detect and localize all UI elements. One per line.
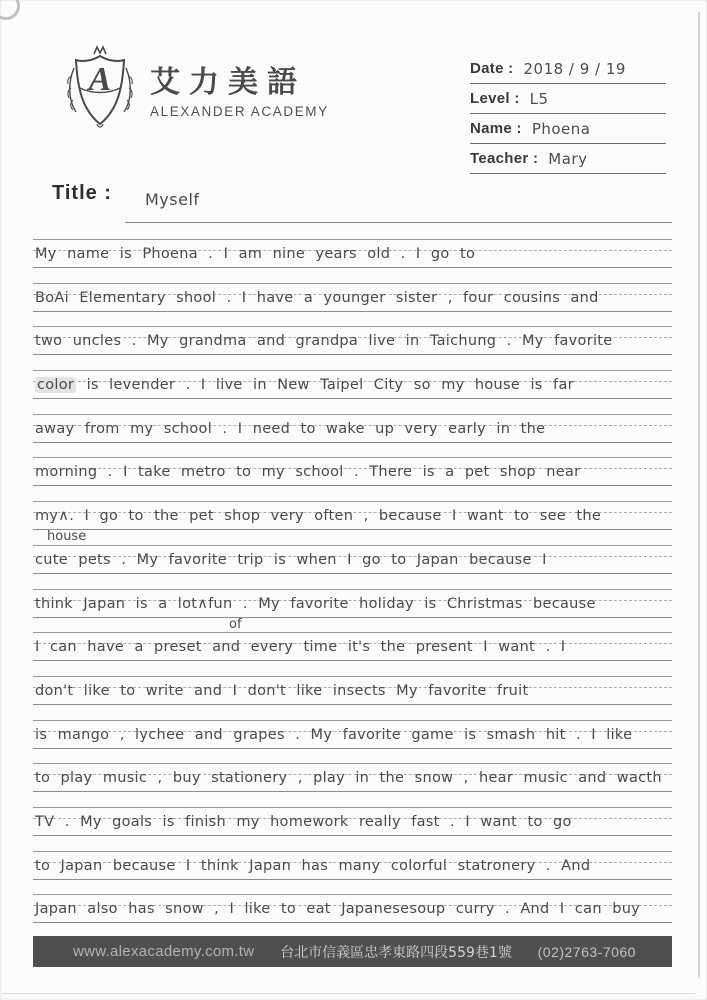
rule-base-line	[33, 442, 672, 443]
inserted-word: house	[47, 529, 87, 545]
essay-line	[33, 676, 672, 720]
handwritten-text: think Japan is a lot∧fun . My favorite holiday is Christmas because	[35, 595, 596, 612]
handwritten-text: two uncles . My grandma and grandpa live in Taichung . My favorite	[35, 333, 613, 350]
handwritten-text: BoAi Elementary shool . I have a younger sister , four cousins and	[35, 289, 599, 306]
essay-line	[33, 851, 672, 895]
title-row	[52, 182, 672, 228]
logo-chinese-name: 艾力美語	[150, 65, 306, 100]
essay-body	[33, 239, 672, 938]
student-info-form	[470, 54, 666, 174]
rule-top-line	[33, 283, 672, 284]
rule-top-line	[33, 894, 672, 895]
field-label: Name :	[470, 120, 522, 137]
title-label: Title :	[52, 182, 112, 204]
rule-top-line	[33, 632, 672, 633]
essay-line	[33, 239, 672, 283]
rule-base-line	[33, 311, 672, 312]
handwritten-text: My name is Phoena . I am nine years old . I go to	[35, 246, 476, 262]
highlighted-word: color	[37, 377, 75, 394]
handwritten-text: Japan also has snow , I like to eat Japanesesoup curry . And I can buy	[35, 901, 641, 918]
handwritten-text: is mango , lychee and grapes . My favorite game is smash hit . I like	[35, 726, 633, 743]
handwritten-text: morning . I take metro to my school . There is a pet shop near	[35, 464, 581, 481]
footer-phone: (02)2763-7060	[537, 943, 636, 960]
field-label: Date :	[470, 60, 514, 77]
handwritten-text: I can have a preset and every time it's the present I want . I	[35, 639, 566, 656]
rule-base-line	[33, 879, 672, 880]
academy-logo	[64, 44, 329, 132]
field-value-handwritten: L5	[529, 89, 549, 108]
rule-top-line	[33, 807, 672, 808]
rule-base-line	[33, 922, 672, 923]
rule-base-line	[33, 485, 672, 486]
rule-base-line	[33, 704, 672, 705]
rule-top-line	[33, 239, 672, 240]
footer-address: 台北市信義區忠孝東路四段559巷1號	[280, 944, 512, 961]
handwritten-text: to play music , buy stationery , play in the snow , hear music and wacth	[35, 770, 662, 787]
paper-bottom-edge	[2, 993, 695, 994]
handwritten-text: my∧. I go to the pet shop very often , because I want to see the	[35, 508, 602, 525]
title-value-handwritten: Myself	[145, 190, 200, 209]
scan-corner-artifact	[0, 0, 20, 20]
rule-base-line	[33, 791, 672, 792]
essay-line	[33, 807, 672, 851]
rule-base-line	[33, 529, 672, 530]
form-field-teacher	[470, 144, 666, 174]
field-value-handwritten: 2018 / 9 / 19	[523, 59, 626, 78]
essay-line	[33, 632, 672, 676]
handwritten-text: TV . My goals is finish my homework really fast . I want to go	[35, 813, 572, 830]
rule-top-line	[33, 370, 672, 371]
essay-line	[33, 501, 672, 545]
rule-top-line	[33, 720, 672, 721]
footer-website: www.alexacademy.com.tw	[73, 943, 255, 960]
essay-line	[33, 370, 672, 414]
rule-base-line	[33, 835, 672, 836]
rule-top-line	[33, 676, 672, 677]
handwritten-text: away from my school . I need to wake up very early in the	[35, 420, 546, 437]
field-label: Teacher :	[470, 150, 539, 167]
rule-base-line	[33, 267, 672, 268]
rule-top-line	[33, 545, 672, 546]
rule-top-line	[33, 851, 672, 852]
essay-line	[33, 457, 672, 501]
rule-base-line	[33, 354, 672, 355]
essay-line	[33, 414, 672, 458]
rule-top-line	[33, 501, 672, 502]
rule-base-line	[33, 660, 672, 661]
essay-line	[33, 894, 672, 938]
crest-shield-icon	[64, 44, 136, 132]
handwritten-text: cute pets . My favorite trip is when I go to Japan because I	[35, 551, 547, 568]
essay-line	[33, 545, 672, 589]
rule-base-line	[33, 573, 672, 574]
essay-line	[33, 283, 672, 327]
handwritten-text: to Japan because I think Japan has many colorful statronery . And	[35, 857, 591, 874]
rule-base-line	[33, 748, 672, 749]
essay-line	[33, 763, 672, 807]
handwritten-text: color is levender . I live in New Taipel City so my house is far	[37, 377, 574, 394]
rule-top-line	[33, 457, 672, 458]
title-underline	[125, 222, 672, 223]
essay-line	[33, 326, 672, 370]
field-value-handwritten: Phoena	[531, 119, 591, 138]
field-label: Level :	[470, 90, 520, 107]
crest-letter: A	[88, 61, 112, 98]
inserted-word: of	[229, 616, 242, 632]
rule-top-line	[33, 763, 672, 764]
logo-english-name: ALEXANDER ACADEMY	[150, 104, 329, 119]
rule-top-line	[33, 326, 672, 327]
rule-top-line	[33, 414, 672, 415]
footer-bar	[33, 936, 672, 967]
rule-top-line	[33, 589, 672, 590]
form-field-level	[470, 84, 666, 114]
essay-line	[33, 589, 672, 633]
rule-base-line	[33, 617, 672, 618]
logo-text	[150, 57, 329, 119]
paper-right-edge	[698, 12, 700, 978]
essay-line	[33, 720, 672, 764]
form-field-name	[470, 114, 666, 144]
rule-base-line	[33, 398, 672, 399]
field-value-handwritten: Mary	[548, 149, 588, 168]
form-field-date	[470, 54, 666, 84]
handwritten-text: don't like to write and I don't like insects My favorite fruit	[35, 682, 529, 699]
